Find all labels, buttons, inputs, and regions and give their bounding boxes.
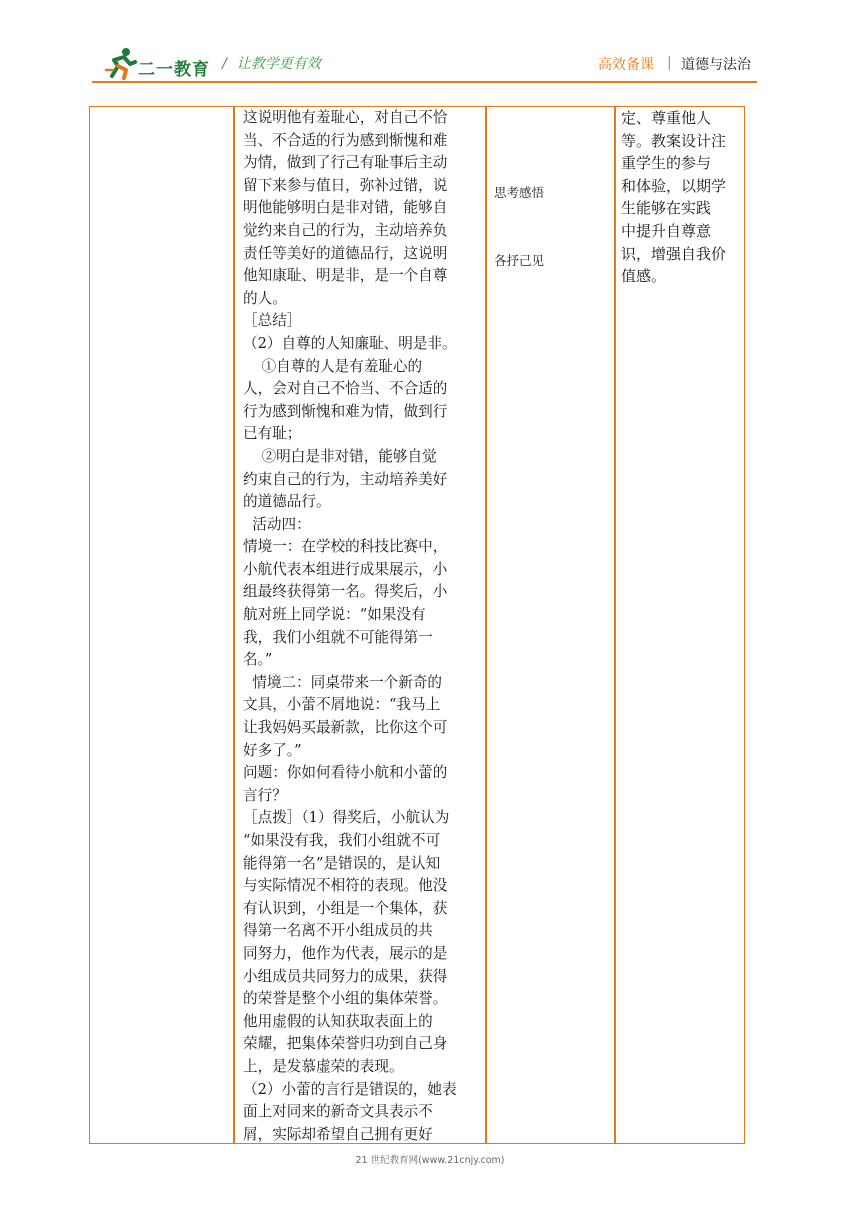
content-line: 人，会对自己不恰当、不合适的 xyxy=(243,380,448,398)
content-line: 明他能够明白是非对错，能够自 xyxy=(243,199,448,217)
logo-text: 二一教育 xyxy=(138,60,210,80)
content-line: 他用虚假的认知获取表面上的 xyxy=(243,1012,433,1030)
content-line: 这说明他有羞耻心，对自己不恰 xyxy=(243,109,448,126)
intent-line: 中提升自尊意 xyxy=(621,221,712,240)
content-line: 屑，实际却希望自己拥有更好 xyxy=(243,1125,433,1143)
content-line: 小航代表本组进行成果展示，小 xyxy=(243,560,448,578)
intent-line: 生能够在实践 xyxy=(621,199,712,218)
brand-logo xyxy=(104,46,214,82)
design-intent-cell xyxy=(621,107,745,288)
content-line: “如果没有我，我们小组就不可 xyxy=(243,832,441,849)
content-line: ［总结］ xyxy=(243,312,302,330)
content-line: 活动四： xyxy=(243,515,311,533)
header-rule xyxy=(92,81,757,83)
content-line: ②明白是非对错，能够自觉 xyxy=(243,447,437,465)
content-line: 航对班上同学说：“如果没有 xyxy=(243,606,426,624)
teaching-content-cell xyxy=(243,107,485,1146)
student-activity-label: 各抒己见 xyxy=(494,253,545,268)
content-line: 已有耻； xyxy=(243,425,302,443)
content-line: 问题：你如何看待小航和小蕾的 xyxy=(243,764,448,782)
page-footer: 21 世纪教育网(www.21cnjy.com) xyxy=(355,1155,505,1166)
column-divider xyxy=(485,107,487,1143)
content-line: 约束自己的行为，主动培养美好 xyxy=(243,470,448,488)
slogan xyxy=(222,53,321,73)
content-line: 有认识到，小组是一个集体，获 xyxy=(243,899,448,917)
content-line: 好多了。” xyxy=(243,741,302,759)
content-line: 小组成员共同努力的成果，获得 xyxy=(243,967,448,985)
content-line: 文具，小蕾不屑地说：“我马上 xyxy=(243,696,441,714)
slogan-text: 让教学更有效 xyxy=(236,56,321,72)
content-line: （2）小蕾的言行是错误的，她表 xyxy=(243,1080,457,1098)
content-line: 情境一：在学校的科技比赛中， xyxy=(243,538,448,556)
content-line: 我，我们小组就不可能得第一 xyxy=(243,628,433,646)
content-line: 情境二：同桌带来一个新奇的 xyxy=(243,673,443,691)
content-line: 行为感到惭愧和难为情，做到行 xyxy=(243,402,448,420)
content-line: 的道德品行。 xyxy=(243,493,331,511)
content-line: 荣耀，把集体荣誉归功到自己身 xyxy=(243,1035,448,1053)
intent-line: 等。教案设计注 xyxy=(621,131,727,150)
content-line: ①自尊的人是有羞耻心的 xyxy=(243,357,423,375)
runner-icon xyxy=(104,46,138,80)
content-line: 让我妈妈买最新款，比你这个可 xyxy=(243,719,448,737)
column-divider xyxy=(614,107,616,1143)
course-label: 高效备课 xyxy=(598,57,654,73)
content-line: 的人。 xyxy=(243,289,287,307)
content-line: 名。” xyxy=(243,651,273,669)
lesson-table xyxy=(89,106,745,1144)
slogan-divider: / xyxy=(222,56,227,72)
header-divider: | xyxy=(667,55,672,71)
content-line: 上，是发慕虚荣的表现。 xyxy=(243,1057,404,1075)
content-line: 为情，做到了行己有耻事后主动 xyxy=(243,154,448,172)
content-line: 留下来参与值日，弥补过错，说 xyxy=(243,176,448,194)
content-line: 他知康耻、明是非，是一个自尊 xyxy=(243,267,448,285)
intent-line: 重学生的参与 xyxy=(621,154,712,173)
content-line: 责任等美好的道德品行，这说明 xyxy=(243,244,448,262)
content-line: （2）自尊的人知廉耻、明是非。 xyxy=(243,334,457,352)
column-divider xyxy=(233,107,235,1143)
student-activity-label: 思考感悟 xyxy=(494,185,545,200)
content-line: 面上对同来的新奇文具表示不 xyxy=(243,1103,433,1121)
subject-label: 道德与法治 xyxy=(681,57,751,73)
content-line: 得第一名离不开小组成员的共 xyxy=(243,922,433,940)
content-line: 组最终获得第一名。得奖后，小 xyxy=(243,583,448,601)
content-line: 与实际情况不相符的表现。他没 xyxy=(243,877,448,895)
content-line: 的荣誉是整个小组的集体荣誉。 xyxy=(243,990,448,1008)
content-line: 当、不合适的行为感到惭愧和难 xyxy=(243,131,448,149)
intent-line: 值感。 xyxy=(621,267,667,286)
content-line: 言行？ xyxy=(243,786,287,804)
content-line: 能得第一名”是错误的，是认知 xyxy=(243,854,441,872)
content-line: ［点拨］（1）得奖后，小航认为 xyxy=(243,809,450,827)
intent-line: 和体验，以期学 xyxy=(621,176,727,195)
page-header xyxy=(0,0,860,100)
content-line: 同努力，他作为代表，展示的是 xyxy=(243,944,448,962)
intent-line: 定、尊重他人 xyxy=(621,109,712,127)
content-line: 觉约来自己的行为，主动培养负 xyxy=(243,221,448,239)
intent-line: 识，增强自我价 xyxy=(621,244,727,263)
